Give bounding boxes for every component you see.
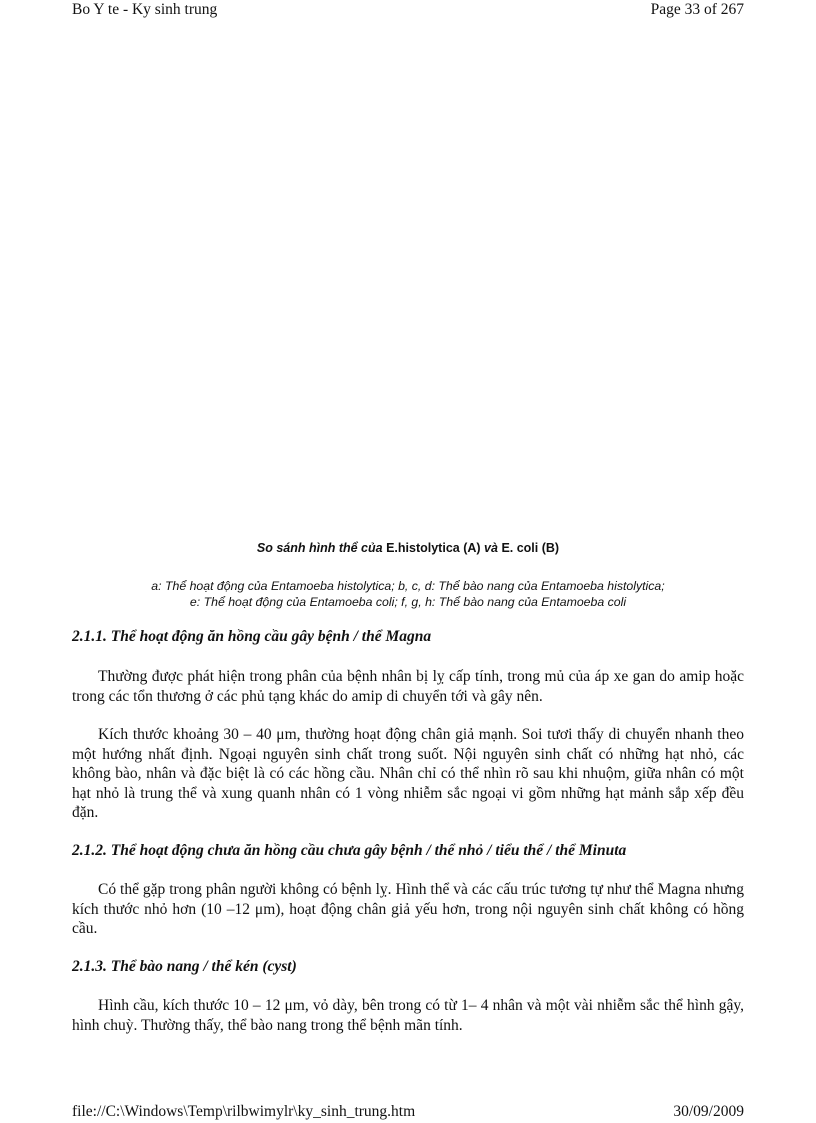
section-heading: 2.1.1. Thể hoạt động ăn hồng cầu gây bệnh / thể Magna (72, 628, 432, 645)
figure-title: So sánh hình thể của E.histolytica (A) và E. coli (B) (256, 541, 560, 555)
paragraph: Kích thước khoảng 30 – 40 μm, thường hoạt động chân giả mạnh. Soi tươi thấy di chuyển nhanh theo một hướng nhất định. Ngoại nguyên sinh chất trong suốt. Nội nguyên sinh chất có những hạt nhỏ, các không bào, nhân và đặc biệt là có các hồng cầu. Nhân chỉ có thể nhìn rõ sau khi nhuộm, giữa nhân có một hạt nhỏ là trung thể và xung quanh nhân có 1 vòng nhiễm sắc ngoại vi gồm những hạt mảnh sắp xếp đều đặn. (72, 726, 744, 821)
paragraph: Thường được phát hiện trong phân của bệnh nhân bị lỵ cấp tính, trong mủ của áp xe gan do amip hoặc trong các tổn thương ở các phủ tạng khác do amip di chuyển tới và gây nên. (72, 668, 744, 705)
print-date: 30/09/2009 (673, 1103, 744, 1120)
section-heading: 2.1.3. Thể bào nang / thể kén (cyst) (72, 958, 297, 975)
figure-caption (0, 578, 816, 610)
figure-caption-line: a: Thể hoạt động của Entamoeba histolytica; b, c, d: Thể bào nang của Entamoeba histolytica; (151, 579, 665, 593)
document-title: Bo Y te - Ky sinh trung (72, 1, 218, 18)
section-heading: 2.1.2. Thể hoạt động chưa ăn hồng cầu chưa gây bệnh / thể nhỏ / tiểu thể / thể Minuta (72, 842, 627, 859)
page-counter: Page 33 of 267 (650, 1, 744, 18)
paragraph: Hình cầu, kích thước 10 – 12 μm, vỏ dày, bên trong có từ 1– 4 nhân và một vài nhiễm sắc thể hình gậy, hình chuỳ. Thường thấy, thể bào nang trong thể bệnh mãn tính. (72, 997, 744, 1034)
page-footer (72, 1103, 744, 1121)
file-path: file://C:\Windows\Temp\rilbwimylr\ky_sinh_trung.htm (72, 1103, 416, 1120)
paragraph: Có thể gặp trong phân người không có bệnh lỵ. Hình thể và các cấu trúc tương tự như thể Magna nhưng kích thước nhỏ hơn (10 –12 μm), hoạt động chân giả yếu hơn, trong nội nguyên sinh chất không có hồng cầu. (72, 881, 744, 937)
figure-caption-line: e: Thể hoạt động của Entamoeba coli; f, g, h: Thể bào nang của Entamoeba coli (189, 595, 627, 609)
page-header (72, 1, 744, 19)
